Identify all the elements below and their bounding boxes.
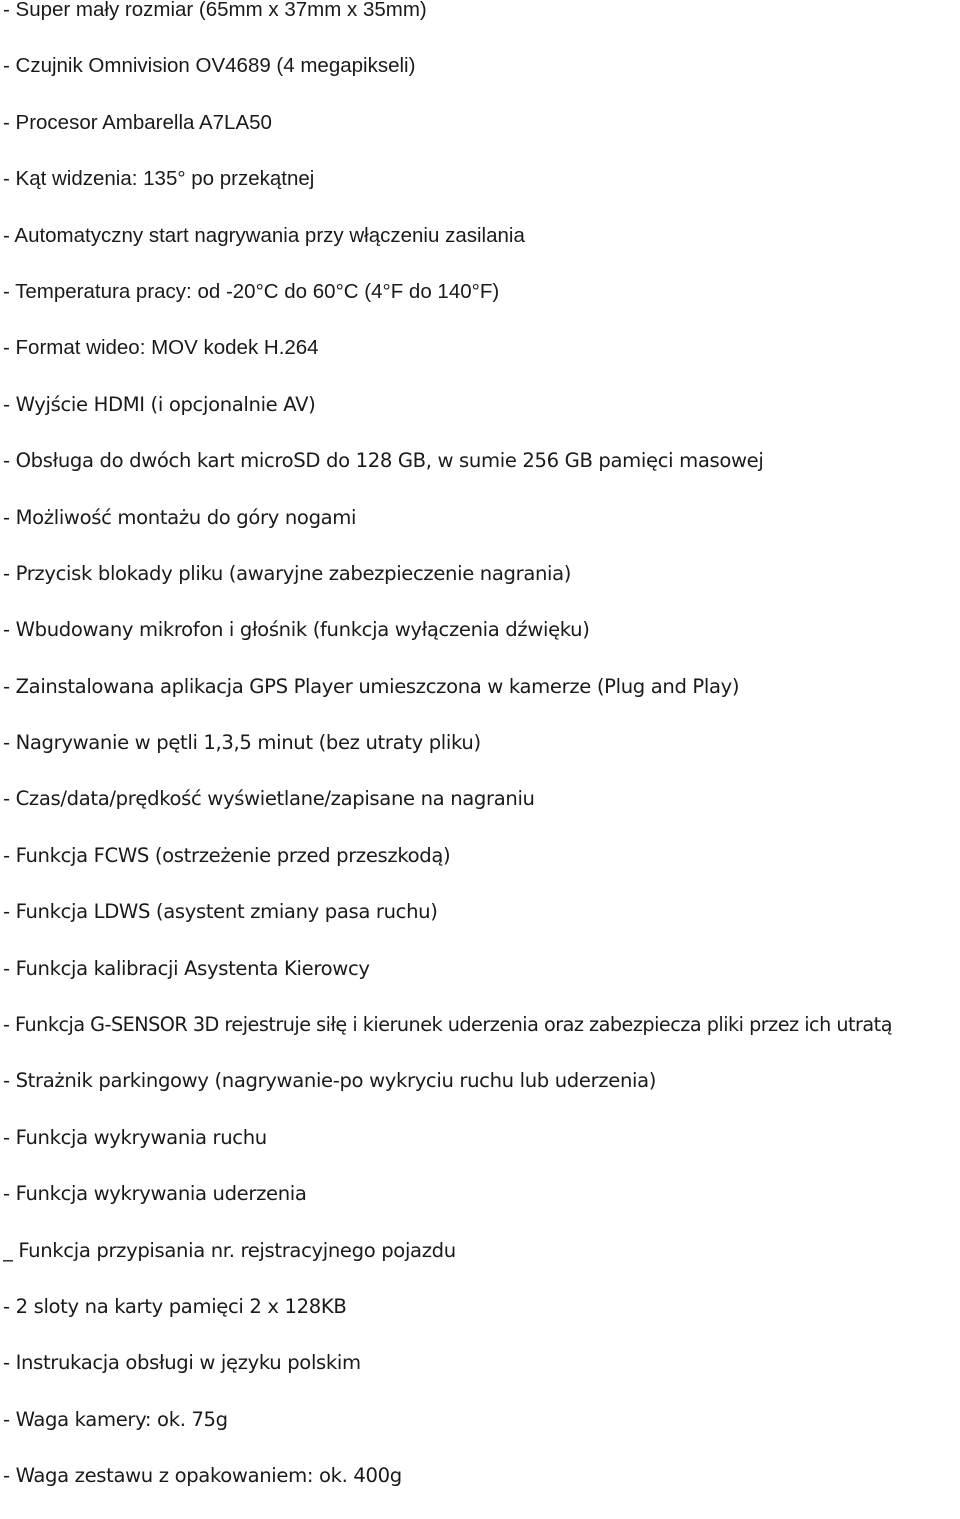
- spec-item-license-plate: _ Funkcja przypisania nr. rejstracyjnego pojazdu: [3, 1238, 456, 1262]
- spec-item-motion-detection: - Funkcja wykrywania ruchu: [3, 1125, 267, 1149]
- specification-list: [3, 0, 960, 1519]
- spec-item-impact-detection: - Funkcja wykrywania uderzenia: [3, 1182, 307, 1206]
- spec-item-gps-player: - Zainstalowana aplikacja GPS Player umieszczona w kamerze (Plug and Play): [3, 674, 740, 698]
- spec-item-video-format: - Format wideo: MOV kodek H.264: [3, 336, 319, 360]
- spec-item-file-lock-button: - Przycisk blokady pliku (awaryjne zabezpieczenie nagrania): [3, 561, 572, 585]
- spec-item-microsd-support: - Obsługa do dwóch kart microSD do 128 GB, w sumie 256 GB pamięci masowej: [3, 449, 764, 473]
- spec-item-sensor: - Czujnik Omnivision OV4689 (4 megapikseli): [3, 54, 416, 78]
- spec-item-g-sensor: - Funkcja G-SENSOR 3D rejestruje siłę i kierunek uderzenia oraz zabezpiecza pliki przez ich utratą: [3, 1013, 892, 1037]
- spec-item-operating-temperature: - Temperatura pracy: od -20°C do 60°C (4°F do 140°F): [3, 279, 500, 303]
- spec-item-processor: - Procesor Ambarella A7LA50: [3, 110, 272, 134]
- spec-item-camera-weight: - Waga kamery: ok. 75g: [3, 1407, 228, 1431]
- spec-item-fcws: - Funkcja FCWS (ostrzeżenie przed przeszkodą): [3, 843, 451, 867]
- spec-item-auto-start: - Automatyczny start nagrywania przy włączeniu zasilania: [3, 223, 525, 247]
- spec-item-parking-guard: - Strażnik parkingowy (nagrywanie-po wykryciu ruchu lub uderzenia): [3, 1069, 657, 1093]
- spec-item-time-date-speed: - Czas/data/prędkość wyświetlane/zapisane na nagraniu: [3, 787, 535, 811]
- spec-item-microphone-speaker: - Wbudowany mikrofon i głośnik (funkcja wyłączenia dźwięku): [3, 618, 590, 642]
- spec-item-viewing-angle: - Kąt widzenia: 135° po przekątnej: [3, 167, 315, 191]
- spec-item-ldws: - Funkcja LDWS (asystent zmiany pasa ruchu): [3, 900, 438, 924]
- spec-item-driver-assist-calibration: - Funkcja kalibracji Asystenta Kierowcy: [3, 956, 370, 980]
- spec-item-loop-recording: - Nagrywanie w pętli 1,3,5 minut (bez utraty pliku): [3, 731, 481, 755]
- spec-item-upside-down-mount: - Możliwość montażu do góry nogami: [3, 505, 357, 529]
- spec-item-package-weight: - Waga zestawu z opakowaniem: ok. 400g: [3, 1464, 402, 1488]
- spec-item-hdmi-output: - Wyjście HDMI (i opcjonalnie AV): [3, 392, 316, 416]
- spec-item-manual-language: - Instrukacja obsługi w języku polskim: [3, 1351, 361, 1375]
- spec-item-size: - Super mały rozmiar (65mm x 37mm x 35mm): [3, 0, 427, 21]
- spec-item-memory-slots: - 2 sloty na karty pamięci 2 x 128KB: [3, 1294, 347, 1318]
